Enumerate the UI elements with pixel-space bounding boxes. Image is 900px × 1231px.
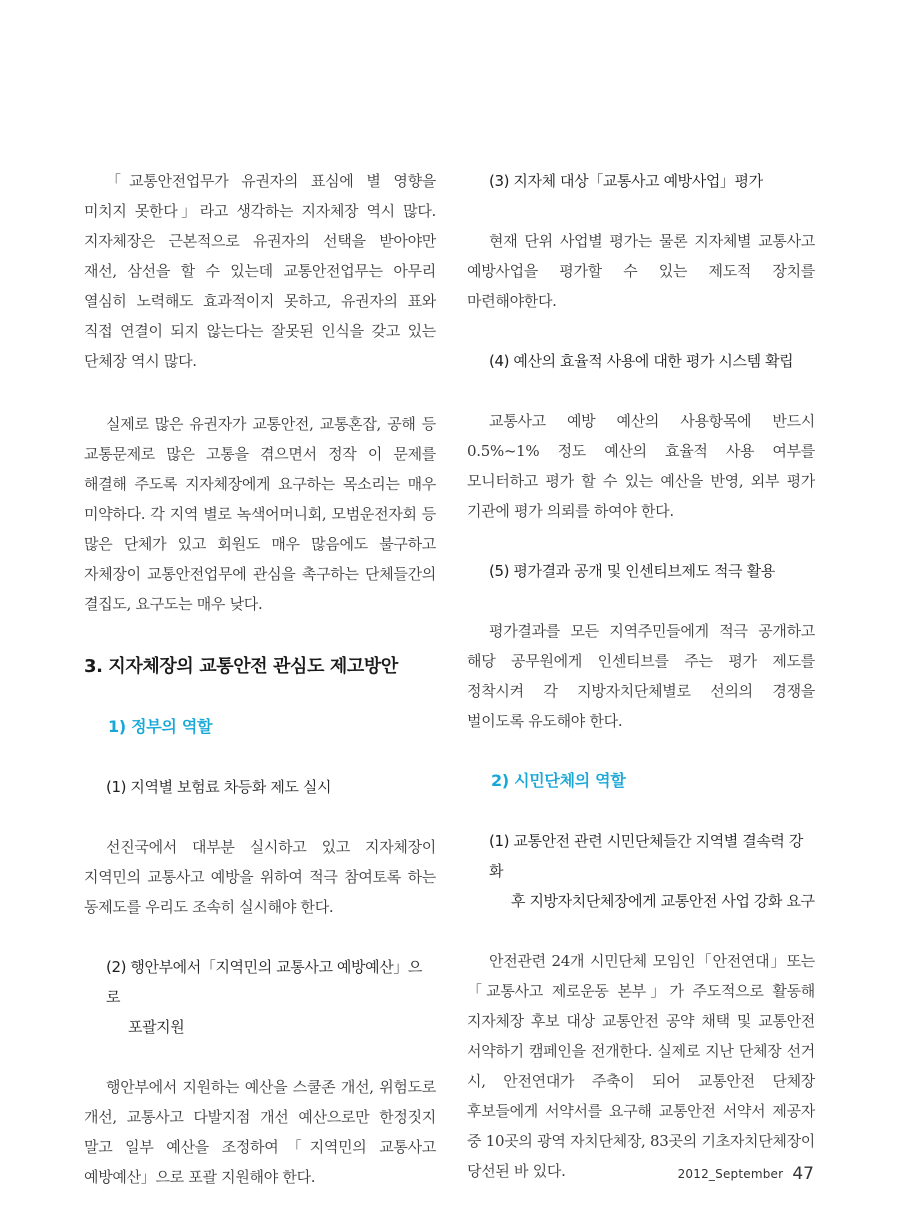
item-5-body: 평가결과를 모든 지역주민들에게 적극 공개하고 해당 공무원에게 인센티브를 주는 평가 제도를 정착시켜 각 지방자치단체별로 선의의 경쟁을 벌이도록 유도해야 한다. [467,622,815,730]
item-4-body: 교통사고 예방 예산의 사용항목에 반드시 0.5%~1% 정도 예산의 효율적 사용 여부를 모니터하고 평가 할 수 있는 예산을 반영, 외부 평가 기관에 평가 의뢰를 하여야 한다. [467,412,815,520]
item-2-title-line-2: 포괄지원 [128,1018,185,1036]
item-6-title [467,826,815,916]
page-number: 47 [792,1164,814,1184]
item-6-title-line-2: 후 지방자치단체장에게 교통안전 사업 강화 요구 [511,892,815,910]
left-column [84,166,436,1192]
section-3-title: 3. 지자체장의 교통안전 관심도 제고방안 [84,656,398,677]
item-2-body: 행안부에서 지원하는 예산을 스쿨존 개선, 위험도로 개선, 교통사고 다발지점 개선 예산으로만 한정짓지 말고 일부 예산을 조정하여「지역민의 교통사고 예방예산」으로 포괄 지원해야 한다. [84,1078,436,1186]
item-1-body: 선진국에서 대부분 실시하고 있고 지자체장이 지역민의 교통사고 예방을 위하여 적극 참여토록 하는 동제도를 우리도 조속히 실시해야 한다. [84,838,436,916]
subsection-government-role-title: 1) 정부의 역할 [108,717,213,736]
right-column [467,166,815,1186]
item-2-title [84,952,436,1042]
item-2-title-line-1: (2) 행안부에서「지역민의 교통사고 예방예산」으로 [106,958,422,1006]
item-1-title: (1) 지역별 보험료 차등화 제도 실시 [106,778,332,796]
item-6-body: 안전관련 24개 시민단체 모임인「안전연대」또는「교통사고 제로운동 본부」가 주도적으로 활동해 지자체장 후보 대상 교통안전 공약 채택 및 교통안전 서약하기 캠페인을 전개한다. 실제로 지난 단체장 선거 시, 안전연대가 주축이 되어 교통안전 단체장 후보들에게 서약서를 요구해 교통안전 서약서 제공자 중 10곳의 광역 자치단체장, 83곳의 기초자치단체장이 당선된 바 있다. [467,952,815,1180]
item-6-title-line-1: (1) 교통안전 관련 시민단체들간 지역별 결속력 강화 [489,832,803,880]
item-3-body: 현재 단위 사업별 평가는 물론 지자체별 교통사고 예방사업을 평가할 수 있는 제도적 장치를 마련해야한다. [467,232,815,310]
subsection-civic-groups-role-title: 2) 시민단체의 역할 [491,771,626,790]
item-4-title: (4) 예산의 효율적 사용에 대한 평가 시스템 확립 [489,352,794,370]
issue-label: 2012_September [677,1167,784,1181]
page-footer [678,1163,814,1184]
item-3-title: (3) 지자체 대상「교통사고 예방사업」평가 [489,172,763,190]
paragraph-2: 실제로 많은 유권자가 교통안전, 교통혼잡, 공해 등 교통문제로 많은 고통을 겪으면서 정작 이 문제를 해결해 주도록 지자체장에게 요구하는 목소리는 매우 미약하다. 각 지역 별로 녹색어머니회, 모범운전자회 등 많은 단체가 있고 회원도 매우 많음에도 불구하고 자체장이 교통안전업무에 관심을 촉구하는 단체들간의 결집도, 요구도는 매우 낮다. [84,415,436,613]
item-5-title: (5) 평가결과 공개 및 인센티브제도 적극 활용 [489,562,775,580]
paragraph-1: 「교통안전업무가 유권자의 표심에 별 영향을 미치지 못한다」라고 생각하는 지자체장 역시 많다. 지자체장은 근본적으로 유권자의 선택을 받아야만 재선, 삼선을 할 수 있는데 교통안전업무는 아무리 열심히 노력해도 효과적이지 못하고, 유권자의 표와 직접 연결이 되지 않는다는 잘못된 인식을 갖고 있는 단체장 역시 많다. [84,172,436,370]
